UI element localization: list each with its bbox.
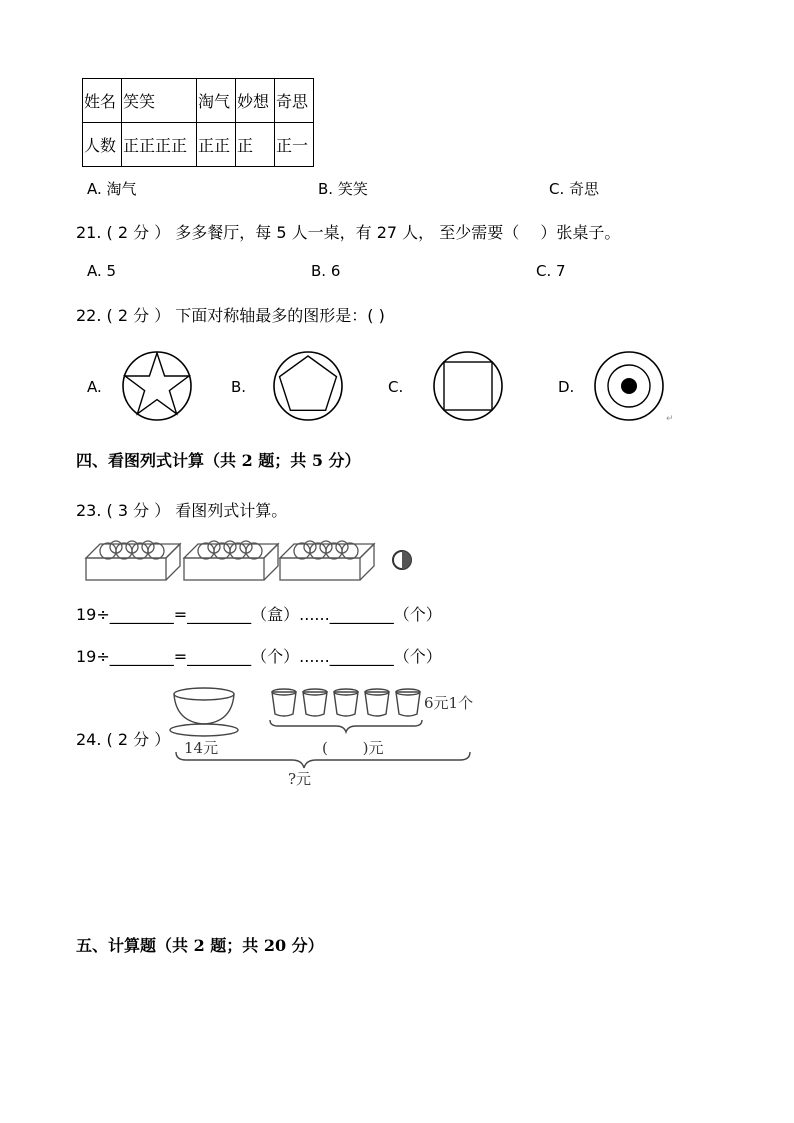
cups-price-label: ( )元 <box>322 739 384 757</box>
paragraph-mark-icon: ↵ <box>666 414 674 424</box>
q20-option-a[interactable]: A. 淘气 <box>87 180 137 198</box>
q20-option-c[interactable]: C. 奇思 <box>549 180 600 198</box>
q22-option-c[interactable]: C. <box>388 378 404 396</box>
pentagon-in-circle-icon <box>272 350 344 422</box>
q22-option-b[interactable]: B. <box>231 378 247 396</box>
q22-option-a[interactable]: A. <box>87 378 102 396</box>
concentric-circles-icon <box>593 350 665 422</box>
table-cell: 淘气 <box>197 79 236 123</box>
q21-stem: 21. ( 2 分 ） 多多餐厅，每 5 人一桌，有 27 人， 至少需要（ ）张桌子。 <box>76 223 621 242</box>
q21-option-c[interactable]: C. 7 <box>536 262 566 280</box>
table-cell: 正 <box>236 123 275 167</box>
q22-stem: 22. ( 2 分 ） 下面对称轴最多的图形是：( ) <box>76 306 385 325</box>
q22-option-d[interactable]: D. <box>558 378 575 396</box>
q23-line-1: 19÷________=________（盒）......________（个） <box>76 605 442 624</box>
star-in-circle-icon <box>121 350 193 422</box>
table-cell: 人数 <box>83 123 122 167</box>
q23-line-2: 19÷________=________（个）......________（个） <box>76 647 442 666</box>
table-cell: 妙想 <box>236 79 275 123</box>
q23-stem: 23. ( 3 分 ） 看图列式计算。 <box>76 501 288 520</box>
table-cell: 奇思 <box>275 79 314 123</box>
section-4-heading: 四、看图列式计算（共 2 题；共 5 分） <box>76 451 361 470</box>
table-cell: 正正正正 <box>122 123 197 167</box>
table-cell: 正正 <box>197 123 236 167</box>
table-cell: 笑笑 <box>122 79 197 123</box>
q24-stem: 24. ( 2 分 ） <box>76 730 171 749</box>
table-cell: 正一 <box>275 123 314 167</box>
bowl-price-label: 14元 <box>184 739 219 757</box>
square-in-circle-icon <box>432 350 504 422</box>
table-cell: 姓名 <box>83 79 122 123</box>
q21-option-b[interactable]: B. 6 <box>311 262 341 280</box>
tally-table <box>82 78 314 167</box>
price-each-label: 6元1个 <box>424 694 474 712</box>
section-5-heading: 五、计算题（共 2 题；共 20 分） <box>76 936 324 955</box>
q20-option-b[interactable]: B. 笑笑 <box>318 180 368 198</box>
table-row <box>83 123 314 167</box>
egg-boxes-figure <box>84 536 414 584</box>
table-row <box>83 79 314 123</box>
q21-option-a[interactable]: A. 5 <box>87 262 117 280</box>
total-price-label: ?元 <box>288 770 312 788</box>
